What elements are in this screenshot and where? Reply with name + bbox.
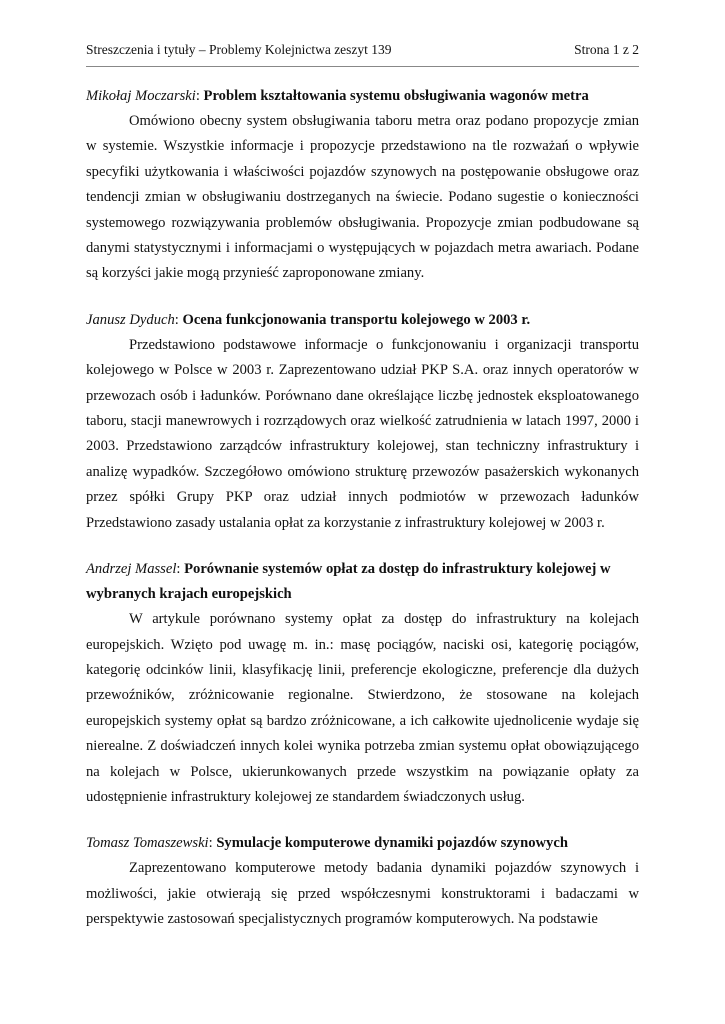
document-body (86, 84, 639, 954)
page-number: Strona 1 z 2 (574, 42, 639, 57)
article-title: Ocena funkcjonowania transportu kolejowego w 2003 r. (182, 311, 531, 328)
article-author: Janusz Dyduch (86, 311, 175, 328)
article (86, 84, 639, 287)
article-abstract: Omówiono obecny system obsługiwania taboru metra oraz podano propozycje zmian w systemie. Wszystkie informacje i propozycje przedstawiono na tle rozważań o wpływie specyfiki użytkowania i właściwości pojazdów szynowych na postępowanie obsługowe oraz tendencji zmian w obsługiwaniu dostrzeganych na świecie. Podano sugestie o konieczności systemowego rozwiązywania problemów obsługiwania. Propozycje zmian podbudowane są danymi statystycznymi i informacjami o występujących w pojazdach metra awariach. Podane są korzyści jakie mogą przynieść zaproponowane zmiany. (86, 113, 639, 282)
header-title: Streszczenia i tytuły – Problemy Kolejnictwa zeszyt 139 (86, 42, 392, 57)
article (86, 831, 639, 932)
article-abstract: W artykule porównano systemy opłat za dostęp do infrastruktury na kolejach europejskich. Wzięto pod uwagę m. in.: masę pociągów, naciski osi, kategorię pociągów, kategorię odcinków linii, klasyfikację linii, preferencje ekologiczne, preferencje dla dużych przewoźników, zróżnicowanie regionalne. Stwierdzono, że stosowane na kolejach europejskich systemy opłat są bardzo zróżnicowane, a ich całkowite ujednolicenie wydaje się nierealne. Z doświadczeń innych kolei wynika potrzeba zmian systemu opłat obowiązującego na kolejach w Polsce, ukierunkowanych przede wszystkim na powiązanie opłaty za udostępnienie infrastruktury kolejowej ze standardem świadczonych usług. (86, 611, 639, 805)
header-rule (86, 66, 639, 67)
article-abstract: Zaprezentowano komputerowe metody badania dynamiki pojazdów szynowych i możliwości, jakie otwierają się przed współczesnymi konstruktorami i badaczami w perspektywie zastosowań specjalistycznych programów komputerowych. Na podstawie (86, 860, 639, 928)
page-header (86, 42, 639, 68)
article-title: Porównanie systemów opłat za dostęp do infrastruktury kolejowej w wybranych krajach europejskich (86, 561, 611, 603)
article-heading: Andrzej Massel: Porównanie systemów opłat za dostęp do infrastruktury kolejowej w wybranych krajach europejskich (86, 561, 611, 603)
article-author: Mikołaj Moczarski (86, 88, 196, 104)
article-author: Andrzej Massel (86, 561, 177, 578)
article-heading: Mikołaj Moczarski: Problem kształtowania systemu obsługiwania wagonów metra (86, 88, 589, 104)
article-title: Symulacje komputerowe dynamiki pojazdów szynowych (216, 835, 568, 852)
article-abstract: Przedstawiono podstawowe informacje o funkcjonowaniu i organizacji transportu kolejowego w Polsce w 2003 r. Zaprezentowano udział PKP S.A. oraz innych operatorów w przewozach osób i ładunków. Porównano dane określające liczbę jednostek eksploatowanego taboru, stacji manewrowych i rozrządowych oraz wielkość zatrudnienia w latach 1997, 2000 i 2003. Przedstawiono zarządców infrastruktury kolejowej, stan techniczny infrastruktury i analizę wypadków. Szczegółowo omówiono strukturę przewozów pasażerskich wykonanych przez spółki Grupy PKP oraz udział innych podmiotów w przewozach ładunków Przedstawiono zasady ustalania opłat za korzystanie z infrastruktury kolejowej w 2003 r. (86, 336, 639, 531)
article (86, 557, 639, 810)
article-author: Tomasz Tomaszewski (86, 835, 209, 852)
article-title: Problem kształtowania systemu obsługiwania wagonów metra (203, 88, 589, 104)
article-heading: Tomasz Tomaszewski: Symulacje komputerowe dynamiki pojazdów szynowych (86, 835, 568, 852)
article-heading: Janusz Dyduch: Ocena funkcjonowania transportu kolejowego w 2003 r. (86, 311, 531, 328)
article (86, 308, 639, 536)
